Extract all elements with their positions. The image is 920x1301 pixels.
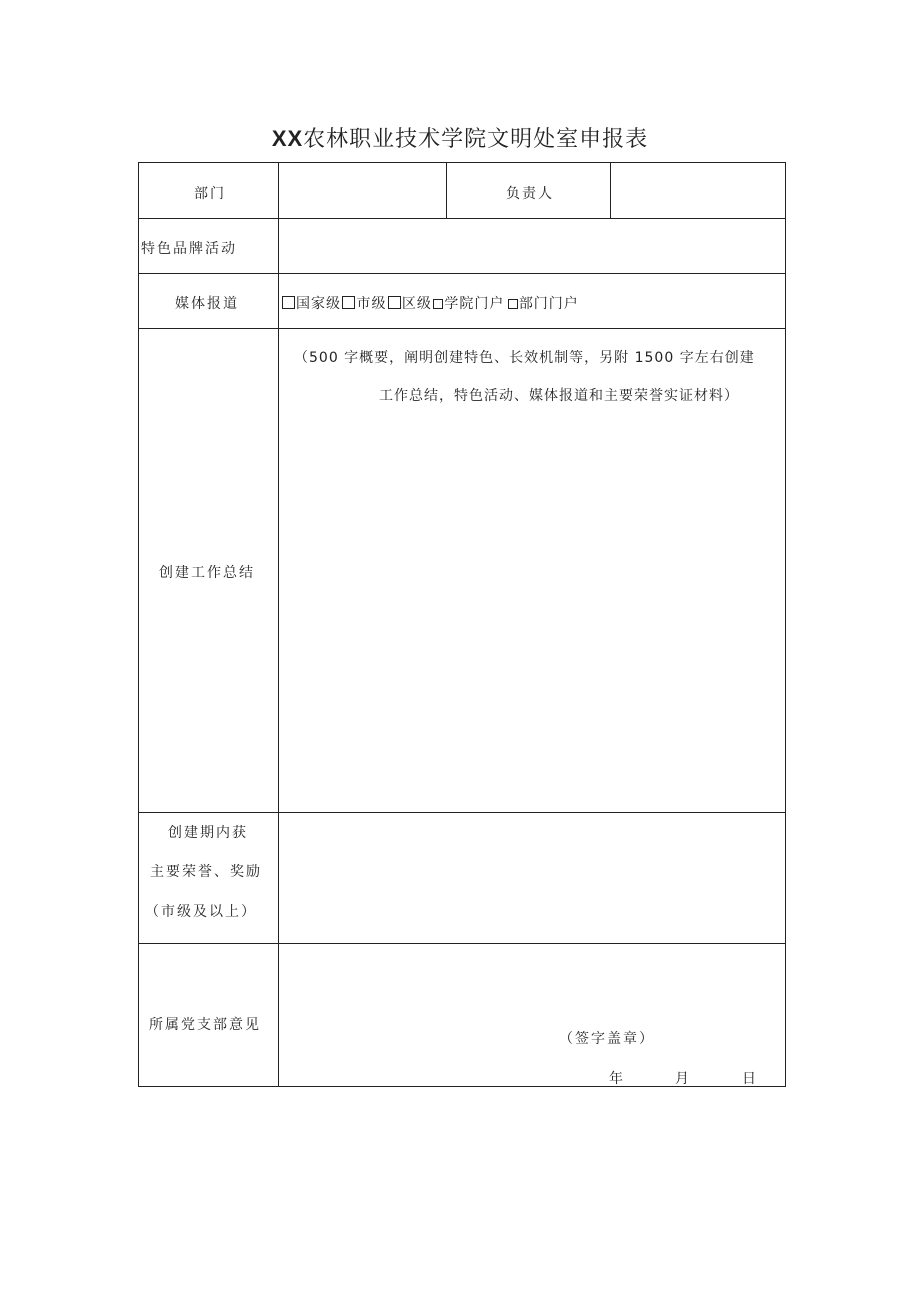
- media-options: [282, 293, 579, 313]
- checkbox-dept-portal[interactable]: 部门门户: [508, 296, 579, 312]
- summary-hint-line2: 工作总结，特色活动、媒体报道和主要荣誉实证材料）: [379, 388, 739, 404]
- checkbox-city[interactable]: 市级: [342, 296, 386, 312]
- column-divider: [610, 163, 611, 218]
- checkbox-box-icon: [508, 299, 518, 309]
- title-text: 农林职业技术学院文明处室申报表: [303, 127, 649, 152]
- activity-value-field[interactable]: [280, 219, 785, 272]
- seal-text: （签字盖章）: [559, 1031, 655, 1047]
- honors-label-line1: 创建期内获: [168, 825, 248, 841]
- row-divider: [139, 273, 785, 274]
- honors-label-line3: （市级及以上）: [145, 904, 257, 920]
- checkbox-box-icon: [433, 299, 443, 309]
- leader-label: 负责人: [506, 186, 554, 202]
- date-year: 年: [609, 1071, 625, 1087]
- honors-value-field[interactable]: [280, 813, 785, 942]
- column-divider: [446, 163, 447, 218]
- honors-label-line2: 主要荣誉、奖励: [150, 864, 262, 880]
- title-prefix: XX: [271, 126, 304, 151]
- date-day: 日: [742, 1071, 758, 1087]
- activity-label: 特色品牌活动: [141, 241, 237, 257]
- checkbox-district[interactable]: 区级: [388, 296, 432, 312]
- summary-value-field[interactable]: [280, 413, 785, 808]
- checkbox-box-icon: [282, 296, 295, 309]
- summary-hint-line1: （500 字概要，阐明创建特色、长效机制等，另附 1500 字左右创建: [294, 350, 755, 366]
- leader-value-field[interactable]: [612, 164, 785, 217]
- application-form-table: [138, 162, 786, 1087]
- checkbox-college-portal[interactable]: 学院门户: [433, 296, 504, 312]
- checkbox-national[interactable]: 国家级: [282, 296, 341, 312]
- media-label: 媒体报道: [175, 296, 239, 312]
- department-value-field[interactable]: [280, 164, 445, 217]
- summary-label: 创建工作总结: [159, 565, 255, 581]
- column-divider: [278, 163, 279, 1086]
- checkbox-box-icon: [342, 296, 355, 309]
- department-label: 部门: [194, 186, 226, 202]
- party-opinion-field[interactable]: [280, 944, 785, 1024]
- checkbox-box-icon: [388, 296, 401, 309]
- row-divider: [139, 328, 785, 329]
- party-branch-label: 所属党支部意见: [149, 1017, 261, 1033]
- form-title: [0, 122, 920, 153]
- date-month: 月: [675, 1071, 691, 1087]
